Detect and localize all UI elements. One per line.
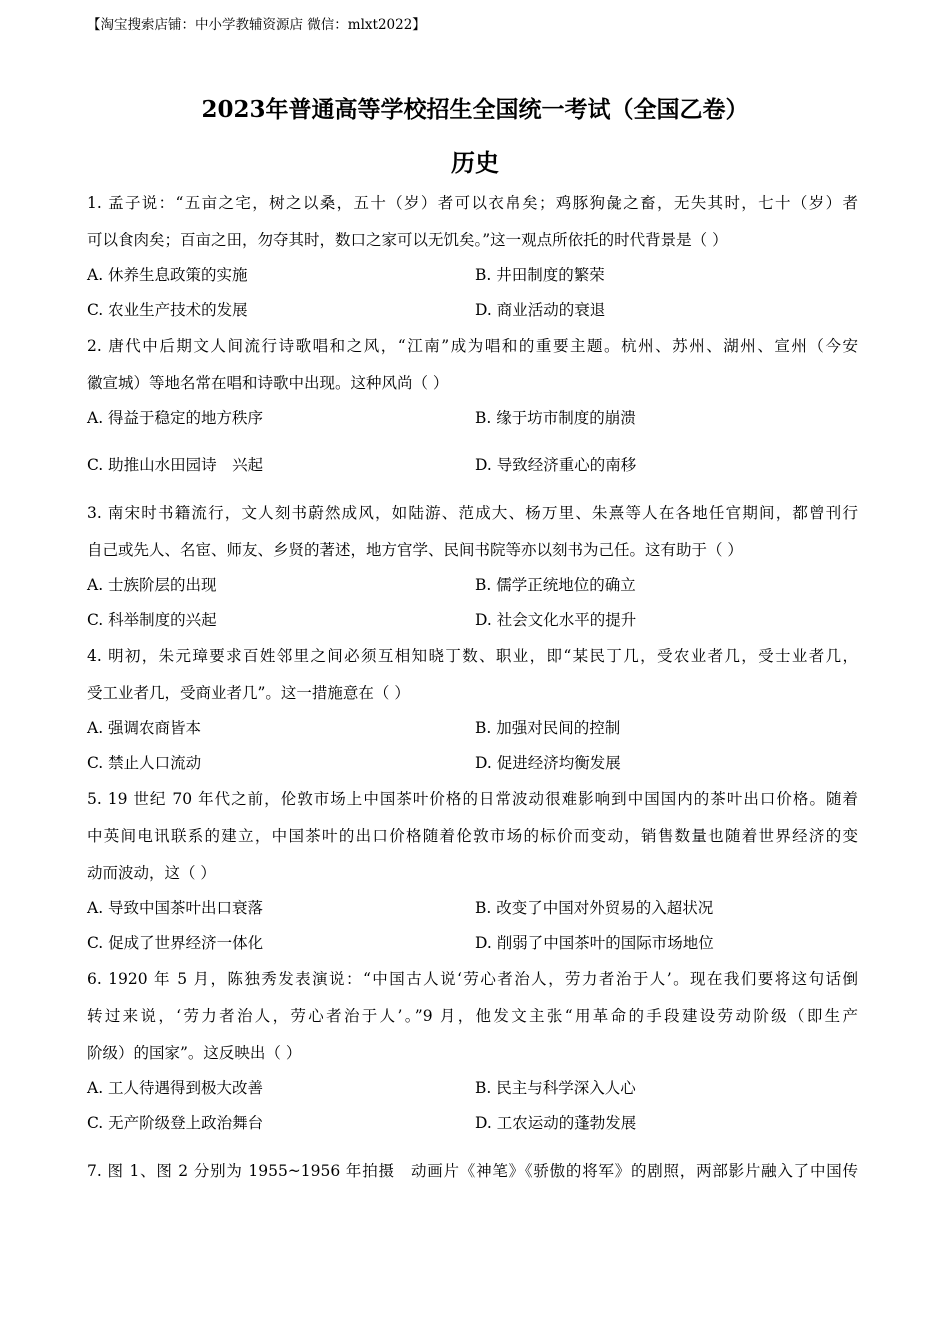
question-5-line-3: 动而波动，这（ ）	[87, 864, 216, 882]
question-2-option-c: C. 助推山水田园诗 兴起	[87, 456, 264, 474]
question-1-option-c: C. 农业生产技术的发展	[87, 301, 248, 319]
question-1-line-2: 可以食肉矣；百亩之田，勿夺其时，数口之家可以无饥矣。”这一观点所依托的时代背景是（ ）	[87, 231, 728, 249]
question-3-option-b: B. 儒学正统地位的确立	[475, 576, 636, 594]
question-1-line-1: 1. 孟子说：“五亩之宅，树之以桑，五十（岁）者可以衣帛矣；鸡豚狗彘之畜，无失其时，七十（岁）者	[87, 194, 858, 212]
question-6-option-b: B. 民主与科学深入人心	[475, 1079, 636, 1097]
question-3-option-c: C. 科举制度的兴起	[87, 611, 217, 629]
question-4-option-b: B. 加强对民间的控制	[475, 719, 621, 737]
question-4-option-d: D. 促进经济均衡发展	[475, 754, 621, 772]
question-2-option-d: D. 导致经济重心的南移	[475, 456, 637, 474]
question-1-option-a: A. 休养生息政策的实施	[87, 266, 248, 284]
question-5-option-c: C. 促成了世界经济一体化	[87, 934, 264, 952]
question-5-option-d: D. 削弱了中国茶叶的国际市场地位	[475, 934, 714, 952]
question-5-option-b: B. 改变了中国对外贸易的入超状况	[475, 899, 714, 917]
question-6-option-d: D. 工农运动的蓬勃发展	[475, 1114, 637, 1132]
question-4-option-a: A. 强调农商皆本	[87, 719, 202, 737]
question-3-line-1: 3. 南宋时书籍流行，文人刻书蔚然成风，如陆游、范成大、杨万里、朱熹等人在各地任官期间，都曾刊行	[87, 504, 858, 522]
question-6-line-1: 6. 1920 年 5 月，陈独秀发表演说：“中国古人说‘劳心者治人，劳力者治于人’。现在我们要将这句话倒	[87, 970, 858, 988]
question-5-line-2: 中英间电讯联系的建立，中国茶叶的出口价格随着伦敦市场的标价而变动，销售数量也随着世界经济的变	[87, 827, 858, 845]
question-5-line-1: 5. 19 世纪 70 年代之前，伦敦市场上中国茶叶价格的日常波动很难影响到中国国内的茶叶出口价格。随着	[87, 790, 858, 808]
question-4-line-1: 4. 明初，朱元璋要求百姓邻里之间必须互相知晓丁数、职业，即“某民丁几，受农业者几，受士业者几，	[87, 647, 858, 665]
question-4-line-2: 受工业者几，受商业者几”。这一措施意在（ ）	[87, 684, 410, 702]
question-6-line-2: 转过来说，‘劳力者治人，劳心者治于人’。”9 月，他发文主张“用革命的手段建设劳动阶级（即生产	[87, 1007, 858, 1025]
question-3-line-2: 自己或先人、名宦、师友、乡贤的著述，地方官学、民间书院等亦以刻书为己任。这有助于（ ）	[87, 541, 743, 559]
question-6-line-3: 阶级）的国家”。这反映出（ ）	[87, 1044, 302, 1062]
question-5-option-a: A. 导致中国茶叶出口衰落	[87, 899, 264, 917]
question-7-line-1: 7. 图 1、图 2 分别为 1955~1956 年拍摄 动画片《神笔》《骄傲的将军》的剧照，两部影片融入了中国传	[87, 1162, 858, 1180]
question-2-line-2: 徽宣城）等地名常在唱和诗歌中出现。这种风尚（ ）	[87, 374, 449, 392]
subject-title: 历史	[451, 148, 499, 177]
header-note: 【淘宝搜索店铺：中小学教辅资源店 微信：mlxt2022】	[87, 17, 426, 33]
question-3-option-d: D. 社会文化水平的提升	[475, 611, 637, 629]
question-2-line-1: 2. 唐代中后期文人间流行诗歌唱和之风，“江南”成为唱和的重要主题。杭州、苏州、湖州、宣州（今安	[87, 337, 858, 355]
question-1-option-b: B. 井田制度的繁荣	[475, 266, 605, 284]
question-4-option-c: C. 禁止人口流动	[87, 754, 202, 772]
question-6-option-a: A. 工人待遇得到极大改善	[87, 1079, 264, 1097]
question-6-option-c: C. 无产阶级登上政治舞台	[87, 1114, 264, 1132]
question-2-option-a: A. 得益于稳定的地方秩序	[87, 409, 264, 427]
question-1-option-d: D. 商业活动的衰退	[475, 301, 606, 319]
question-2-option-b: B. 缘于坊市制度的崩溃	[475, 409, 636, 427]
question-3-option-a: A. 士族阶层的出现	[87, 576, 217, 594]
exam-title: 2023年普通高等学校招生全国统一考试（全国乙卷）	[201, 96, 749, 123]
